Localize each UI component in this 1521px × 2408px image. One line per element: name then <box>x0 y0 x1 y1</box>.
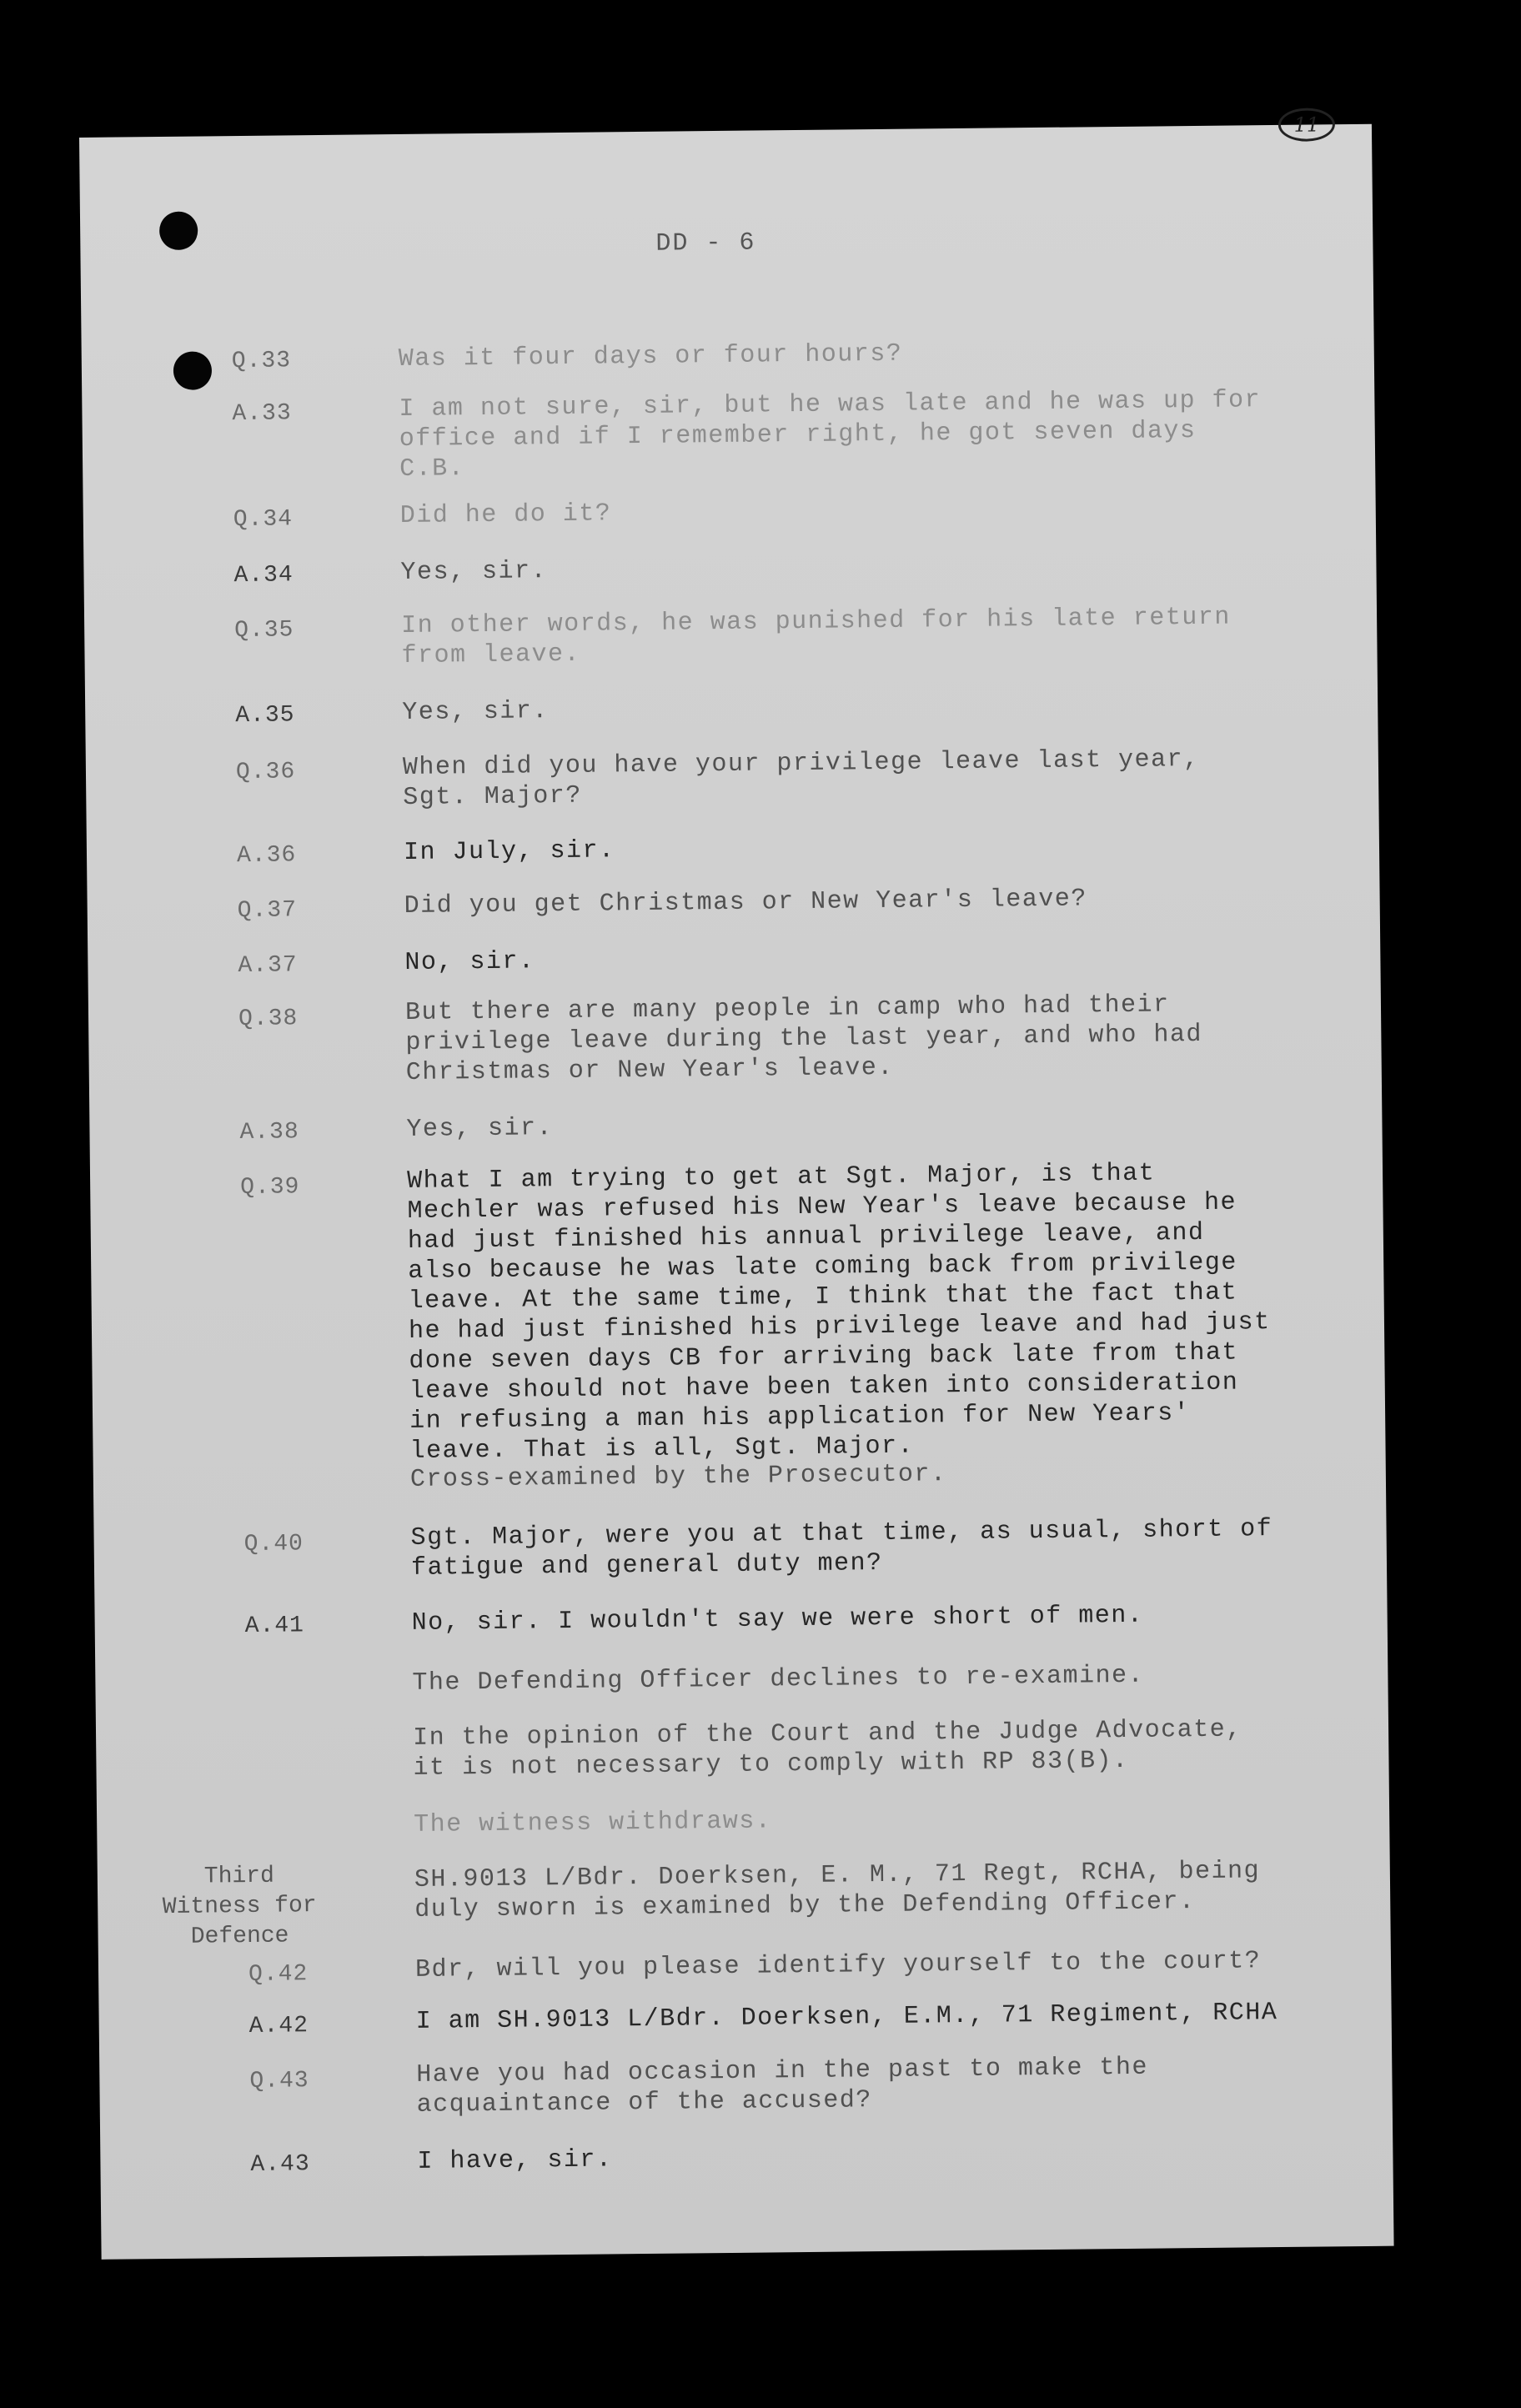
punch-hole-bottom <box>173 351 212 389</box>
withdraws-note: The witness withdraws. <box>414 1807 772 1839</box>
entry-label: Q.43 <box>249 2068 309 2094</box>
entry-label: A.35 <box>235 702 295 730</box>
entry-text: No, sir. I wouldn't say we were short of men. <box>411 1601 1144 1638</box>
entry-label: Q.35 <box>234 617 294 645</box>
entry-text: Have you had occasion in the past to make the acquaintance of the accused? <box>416 2053 1149 2120</box>
entry-text: Was it four days or four hours? <box>398 339 903 374</box>
entry-text: Did you get Christmas or New Year's leave? <box>404 885 1087 921</box>
entry-label: A.38 <box>239 1119 299 1146</box>
entry-text: When did you have your privilege leave last year, Sgt. Major? <box>402 745 1200 812</box>
entry-text: I am SH.9013 L/Bdr. Doerksen, E.M., 71 Regiment, RCHA <box>415 1999 1278 2036</box>
entry-text: Sgt. Major, were you at that time, as usual, short of fatigue and general duty men? <box>410 1515 1273 1583</box>
entry-label: Q.38 <box>238 1006 299 1033</box>
entry-label: Q.37 <box>237 897 298 925</box>
entry-text: Yes, sir. <box>400 557 548 587</box>
entry-text: I have, sir. <box>417 2145 613 2176</box>
entry-text: Yes, sir. <box>402 697 549 727</box>
opinion-note: In the opinion of the Court and the Judge Advocate, it is not necessary to comply with RP 83(B). <box>412 1715 1242 1783</box>
entry-label: A.41 <box>244 1613 305 1640</box>
entry-label: Q.34 <box>233 506 294 534</box>
entry-text: I am not sure, sir, but he was late and he was up for office and if I remember right, he got seven days C.B. <box>399 386 1262 484</box>
entry-text: Yes, sir. <box>406 1114 554 1144</box>
cross-examined-note: Cross-examined by the Prosecutor. <box>409 1460 947 1494</box>
entry-label: A.43 <box>250 2151 310 2178</box>
folio-number: 11 <box>1278 108 1335 142</box>
entry-label: Q.36 <box>235 759 296 786</box>
entry-label: Q.33 <box>231 348 292 375</box>
entry-text: In July, sir. <box>403 836 615 867</box>
document-page <box>79 113 1394 2260</box>
entry-label: A.33 <box>232 400 292 428</box>
page-header: DD - 6 <box>655 228 756 258</box>
punch-hole-top <box>159 212 198 250</box>
third-witness-text: SH.9013 L/Bdr. Doerksen, E. M., 71 Regt, RCHA, being duly sworn is examined by the Defending Officer. <box>414 1857 1261 1924</box>
entry-text: Bdr, will you please identify yourself to the court? <box>414 1947 1262 1984</box>
entry-label: A.42 <box>248 2013 309 2039</box>
entry-text: Did he do it? <box>399 499 612 530</box>
entry-label: A.34 <box>233 562 294 589</box>
entry-text: What I am trying to get at Sgt. Major, is that Mechler was refused his New Year's leave because he had just finished his annual privilege leave, and also because he was late coming back from privilege leave. At the same time, I think that the fact that he had just finished his privilege leave and had just done seven days CB for arriving back late from that leave should not have been taken into consideration in refusing a man his application for New Years' leave. That is all, Sgt. Major. <box>406 1159 1271 1466</box>
declines-note: The Defending Officer declines to re-examine. <box>412 1661 1145 1698</box>
entry-label: A.37 <box>238 952 298 980</box>
entry-text: No, sir. <box>404 947 535 977</box>
entry-label: Q.42 <box>248 1961 309 1988</box>
entry-text: But there are many people in camp who had their privilege leave during the last year, and who had Christmas or New Year's leave. <box>404 991 1203 1087</box>
entry-text: In other words, he was punished for his late return from leave. <box>400 603 1231 670</box>
third-witness-label: Third Witness for Defence <box>162 1863 317 1950</box>
entry-label: Q.40 <box>243 1531 304 1558</box>
entry-label: A.36 <box>236 842 297 870</box>
entry-label: Q.39 <box>240 1174 300 1201</box>
